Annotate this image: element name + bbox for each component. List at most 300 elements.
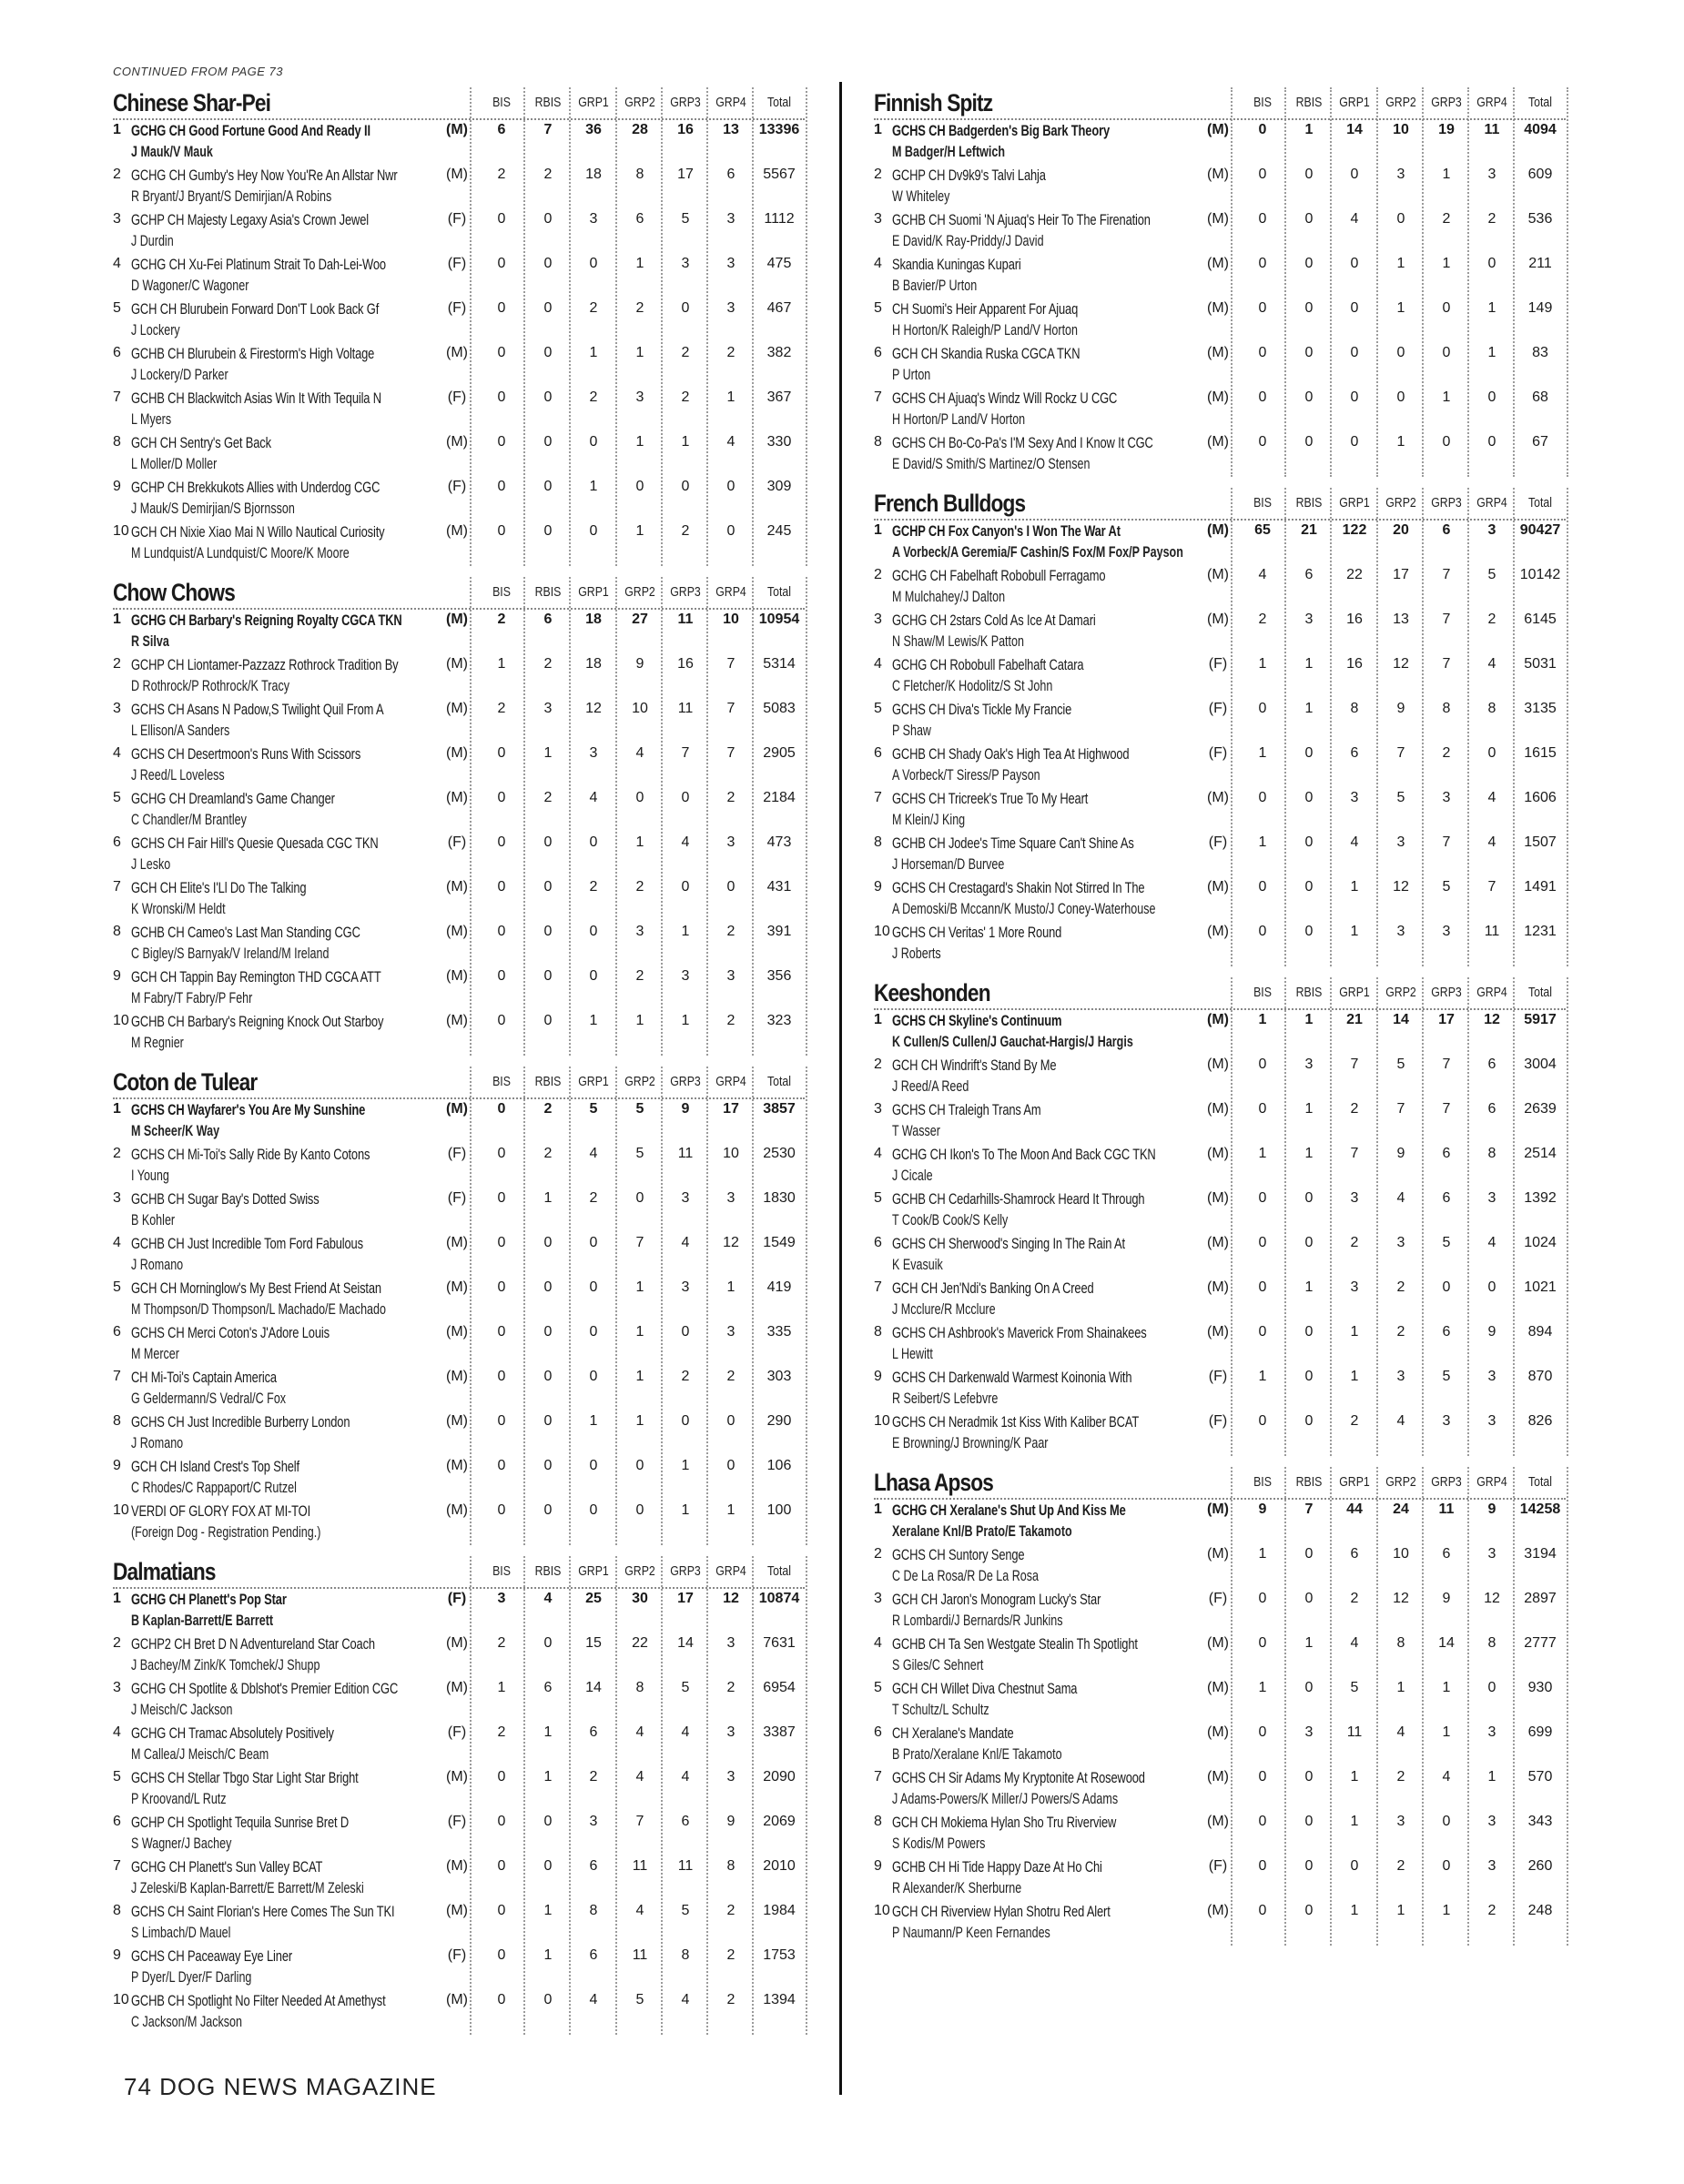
column-header: GRP1	[578, 584, 609, 600]
stat-cell: 309	[766, 479, 792, 494]
column-header: GRP2	[624, 1563, 655, 1579]
stat-cell: 4	[681, 834, 690, 850]
stat-cell: 3	[1442, 790, 1451, 805]
sex-cell: (M)	[1207, 1680, 1229, 1695]
dog-name: GCH CH Skandia Ruska CGCA TKN	[892, 345, 1080, 362]
stat-cell: 1	[1304, 1635, 1314, 1651]
stat-cell: 5	[1442, 879, 1451, 895]
ranking-row	[113, 298, 805, 343]
stat-cell: 9	[1258, 1502, 1267, 1517]
stat-cell: 7	[681, 745, 690, 761]
ranking-row	[874, 432, 1566, 477]
stat-cell: 1	[543, 1903, 553, 1918]
rank-number: 3	[874, 612, 882, 627]
stat-cell: 6	[543, 612, 553, 627]
sex-cell: (F)	[1208, 1413, 1228, 1429]
stat-cell: 1549	[763, 1235, 796, 1250]
stat-cell: 8	[589, 1903, 598, 1918]
stat-cell: 122	[1342, 522, 1367, 538]
stat-cell: 2514	[1524, 1146, 1557, 1161]
ranking-row	[113, 1589, 805, 1633]
dog-name: Skandia Kuningas Kupari	[892, 256, 1021, 273]
stat-cell: 5031	[1524, 656, 1557, 672]
dog-name: GCH CH Sentry's Get Back	[131, 434, 271, 451]
stat-cell: 2	[497, 612, 506, 627]
stat-cell: 0	[1304, 879, 1314, 895]
ranking-row	[113, 209, 805, 254]
stat-cell: 0	[1258, 1190, 1267, 1206]
rank-number: 1	[874, 522, 882, 538]
stat-cell: 4	[1487, 656, 1496, 672]
ranking-row	[874, 1589, 1566, 1633]
stat-cell: 2	[497, 701, 506, 716]
stat-cell: 8	[635, 1680, 644, 1695]
stat-cell: 5	[1487, 567, 1496, 582]
owner-names: A Vorbeck/A Geremia/F Cashin/S Fox/M Fox/P Payson	[892, 544, 1183, 561]
rank-number: 2	[113, 656, 121, 672]
dog-name: GCHP CH Brekkukots Allies with Underdog CGC	[131, 479, 380, 496]
stat-cell: 0	[497, 1235, 506, 1250]
stat-cell: 4	[1396, 1413, 1405, 1429]
owner-names: J Romano	[131, 1257, 184, 1273]
sex-cell: (F)	[1208, 745, 1228, 761]
stat-cell: 6954	[763, 1680, 796, 1695]
rank-number: 4	[874, 1146, 882, 1161]
stat-cell: 0	[1487, 389, 1496, 405]
stat-cell: 0	[1258, 1591, 1267, 1606]
sex-cell: (M)	[1207, 122, 1229, 137]
stat-cell: 2	[589, 300, 598, 316]
stat-cell: 0	[1304, 834, 1314, 850]
stat-cell: 0	[681, 479, 690, 494]
sex-cell: (F)	[447, 479, 467, 494]
stat-cell: 0	[1258, 300, 1267, 316]
sex-cell: (M)	[1207, 1903, 1229, 1918]
stat-cell: 2	[589, 1769, 598, 1785]
stat-cell: 3	[726, 300, 735, 316]
dog-name: GCHB CH Cameo's Last Man Standing CGC	[131, 924, 360, 941]
stat-cell: 1	[589, 345, 598, 360]
stat-cell: 16	[1346, 656, 1363, 672]
stat-cell: 149	[1527, 300, 1553, 316]
stat-cell: 7	[1350, 1057, 1359, 1072]
owner-names: W Whiteley	[892, 188, 950, 205]
stat-cell: 1	[635, 834, 644, 850]
owner-names: J Mauk/V Mauk	[131, 144, 213, 160]
stat-cell: 0	[1304, 1324, 1314, 1340]
column-header: BIS	[1253, 985, 1272, 1000]
stat-cell: 9	[726, 1814, 735, 1829]
stat-cell: 2	[1350, 1101, 1359, 1117]
dog-name: GCHB CH Just Incredible Tom Ford Fabulous	[131, 1235, 363, 1252]
sex-cell: (M)	[1207, 790, 1229, 805]
stat-cell: 0	[1258, 1235, 1267, 1250]
stat-cell: 3	[589, 1814, 598, 1829]
stat-cell: 2	[635, 879, 644, 895]
owner-names: H Horton/P Land/V Horton	[892, 411, 1026, 428]
sex-cell: (M)	[1207, 434, 1229, 450]
owner-names: C Jackson/M Jackson	[131, 2014, 242, 2030]
stat-cell: 36	[585, 122, 602, 137]
dog-name: GCHS CH Diva's Tickle My Francie	[892, 701, 1072, 718]
stat-cell: 0	[497, 434, 506, 450]
sex-cell: (M)	[1207, 1190, 1229, 1206]
stat-cell: 1	[543, 1769, 553, 1785]
breed-section	[874, 87, 1566, 477]
stat-cell: 2639	[1524, 1101, 1557, 1117]
dog-name: GCH CH Mokiema Hylan Sho Tru Riverview	[892, 1814, 1117, 1831]
stat-cell: 6	[1442, 1190, 1451, 1206]
column-header: BIS	[492, 1563, 511, 1579]
rank-number: 4	[113, 1235, 121, 1250]
stat-cell: 0	[1304, 745, 1314, 761]
stat-cell: 2069	[763, 1814, 796, 1829]
owner-names: R Seibert/S Lefebvre	[892, 1390, 999, 1407]
owner-names: C De La Rosa/R De La Rosa	[892, 1568, 1040, 1584]
rank-number: 10	[113, 523, 129, 539]
stat-cell: 7	[1396, 745, 1405, 761]
stat-cell: 14	[585, 1680, 602, 1695]
sex-cell: (M)	[1207, 345, 1229, 360]
rank-number: 10	[113, 1992, 129, 2007]
stat-cell: 11	[632, 1947, 648, 1963]
sex-cell: (M)	[446, 745, 468, 761]
stat-cell: 12	[1393, 1591, 1409, 1606]
stat-cell: 0	[543, 1502, 553, 1518]
stat-cell: 0	[543, 879, 553, 895]
ranking-row	[113, 1767, 805, 1812]
stat-cell: 14	[1438, 1635, 1455, 1651]
stat-cell: 5	[1442, 1235, 1451, 1250]
sex-cell: (F)	[447, 256, 467, 271]
owner-names: R Bryant/J Bryant/S Demirjian/A Robins	[131, 188, 332, 205]
stat-cell: 0	[1258, 1413, 1267, 1429]
stat-cell: 14	[1346, 122, 1363, 137]
ranking-row	[874, 788, 1566, 833]
rank-number: 5	[113, 1279, 121, 1295]
stat-cell: 0	[1258, 1858, 1267, 1874]
stat-cell: 7631	[763, 1635, 796, 1651]
stat-cell: 0	[497, 1458, 506, 1473]
stat-cell: 1021	[1524, 1279, 1557, 1295]
stat-cell: 0	[543, 434, 553, 450]
sex-cell: (M)	[1207, 612, 1229, 627]
stat-cell: 0	[1258, 1814, 1267, 1829]
owner-names: J Horseman/D Burvee	[892, 856, 1005, 873]
stat-cell: 6	[1304, 567, 1314, 582]
stat-cell: 5	[681, 1903, 690, 1918]
rank-number: 1	[874, 1502, 882, 1517]
stat-cell: 335	[766, 1324, 792, 1340]
dog-name: GCHG CH Planett's Pop Star	[131, 1591, 287, 1608]
stat-cell: 0	[1487, 1279, 1496, 1295]
rank-number: 5	[113, 790, 121, 805]
column-header: GRP3	[1431, 1474, 1462, 1490]
stat-cell: 2	[543, 790, 553, 805]
stat-cell: 4	[635, 1903, 644, 1918]
column-header: GRP4	[1476, 95, 1507, 110]
column-header: GRP4	[715, 1563, 746, 1579]
stat-cell: 9	[1396, 1146, 1405, 1161]
ranking-row	[874, 922, 1566, 966]
sex-cell: (M)	[446, 1101, 468, 1117]
stat-cell: 0	[1396, 389, 1405, 405]
breed-section	[874, 977, 1566, 1456]
stat-cell: 11	[1484, 924, 1500, 939]
stat-cell: 10	[1393, 122, 1409, 137]
ranking-row	[113, 922, 805, 966]
stat-cell: 0	[1487, 1680, 1496, 1695]
stat-cell: 4	[589, 1146, 598, 1161]
stat-cell: 3	[1487, 1858, 1496, 1874]
column-header: GRP2	[1385, 495, 1416, 511]
stat-cell: 2	[681, 345, 690, 360]
rank-number: 6	[874, 745, 882, 761]
stat-cell: 0	[589, 834, 598, 850]
stat-cell: 17	[1393, 567, 1409, 582]
sex-cell: (M)	[1207, 300, 1229, 316]
stat-cell: 0	[589, 523, 598, 539]
dog-name: GCHS CH Bo-Co-Pa's I'M Sexy And I Know It CGC	[892, 434, 1153, 451]
owner-names: P Naumann/P Keen Fernandes	[892, 1925, 1050, 1941]
breed-section	[113, 1067, 805, 1545]
stat-cell: 0	[497, 1369, 506, 1384]
ranking-row	[874, 565, 1566, 610]
stat-cell: 0	[543, 300, 553, 316]
dog-name: GCHS CH Veritas' 1 More Round	[892, 924, 1062, 941]
stat-cell: 2	[726, 345, 735, 360]
stat-cell: 8	[1442, 701, 1451, 716]
dog-name: GCHB CH Jodee's Time Square Can't Shine As	[892, 834, 1134, 852]
sex-cell: (M)	[1207, 1235, 1229, 1250]
stat-cell: 3	[1396, 167, 1405, 182]
stat-cell: 2	[726, 1947, 735, 1963]
stat-cell: 4	[726, 434, 735, 450]
dog-name: GCHG CH Xu-Fei Platinum Strait To Dah-Lei-Woo	[131, 256, 386, 273]
ranking-row	[113, 1411, 805, 1456]
stat-cell: 330	[766, 434, 792, 450]
stat-cell: 6	[589, 1858, 598, 1874]
column-header: RBIS	[534, 1563, 562, 1579]
sex-cell: (F)	[1208, 1858, 1228, 1874]
stat-cell: 2	[1487, 612, 1496, 627]
continued-note: CONTINUED FROM PAGE 73	[113, 65, 284, 78]
stat-cell: 7	[1442, 612, 1451, 627]
stat-cell: 0	[497, 834, 506, 850]
stat-cell: 3	[681, 1190, 690, 1206]
sex-cell: (M)	[446, 1858, 468, 1874]
stat-cell: 9	[1396, 701, 1405, 716]
rank-number: 4	[113, 256, 121, 271]
dog-name: GCHS CH Desertmoon's Runs With Scissors	[131, 745, 361, 763]
rank-number: 10	[113, 1502, 129, 1518]
sex-cell: (M)	[1207, 1279, 1229, 1295]
dog-name: GCHB CH Blurubein & Firestorm's High Voltage	[131, 345, 375, 362]
stat-cell: 2	[726, 924, 735, 939]
stat-cell: 0	[1304, 1413, 1314, 1429]
stat-cell: 2905	[763, 745, 796, 761]
owner-names: M Mulchahey/J Dalton	[892, 589, 1006, 605]
stat-cell: 2	[1487, 211, 1496, 227]
column-header: RBIS	[534, 95, 562, 110]
stat-cell: 10	[723, 612, 739, 627]
ranking-row	[113, 1011, 805, 1056]
dog-name: GCHB CH Barbary's Reigning Knock Out Starboy	[131, 1013, 384, 1030]
owner-names: M Badger/H Leftwich	[892, 144, 1006, 160]
dog-name: GCHB CH Hi Tide Happy Daze At Ho Chi	[892, 1858, 1102, 1876]
stat-cell: 1	[543, 1190, 553, 1206]
stat-cell: 0	[543, 1413, 553, 1429]
stat-cell: 65	[1254, 522, 1271, 538]
stat-cell: 8	[1350, 701, 1359, 716]
stat-cell: 19	[1438, 122, 1455, 137]
stat-cell: 0	[1258, 1769, 1267, 1785]
column-header: Total	[1528, 495, 1552, 511]
stat-cell: 0	[1487, 256, 1496, 271]
stat-cell: 1024	[1524, 1235, 1557, 1250]
owner-names: D Wagoner/C Wagoner	[131, 278, 249, 294]
owner-names: C Fletcher/K Hodolitz/S St John	[892, 678, 1053, 694]
stat-cell: 0	[497, 1101, 506, 1117]
stat-cell: 1	[726, 389, 735, 405]
owner-names: L Moller/D Moller	[131, 456, 218, 472]
stat-cell: 18	[585, 656, 602, 672]
stat-cell: 67	[1532, 434, 1548, 450]
stat-cell: 5	[681, 211, 690, 227]
owner-names: A Vorbeck/T Siress/P Payson	[892, 767, 1040, 784]
stat-cell: 1	[543, 1724, 553, 1740]
sex-cell: (F)	[447, 1591, 467, 1606]
stat-cell: 3	[1396, 1814, 1405, 1829]
breed-title: French Bulldogs	[874, 490, 1026, 517]
stat-cell: 14	[677, 1635, 694, 1651]
rank-number: 9	[874, 1369, 882, 1384]
sex-cell: (F)	[447, 1146, 467, 1161]
stat-cell: 1394	[763, 1992, 796, 2007]
ranking-row	[113, 1501, 805, 1545]
sex-cell: (M)	[446, 790, 468, 805]
rank-number: 1	[113, 1591, 121, 1606]
column-header: GRP3	[670, 95, 701, 110]
stat-cell: 0	[1350, 300, 1359, 316]
sex-cell: (M)	[1207, 256, 1229, 271]
rank-number: 2	[874, 567, 882, 582]
column-header: BIS	[492, 584, 511, 600]
stat-cell: 6	[1350, 745, 1359, 761]
column-header: BIS	[492, 1074, 511, 1089]
stat-cell: 2	[1396, 1324, 1405, 1340]
ranking-row	[113, 120, 805, 165]
stat-cell: 5	[1396, 790, 1405, 805]
rank-number: 9	[113, 1458, 121, 1473]
stat-cell: 3194	[1524, 1546, 1557, 1562]
column-header: RBIS	[1295, 495, 1323, 511]
stat-cell: 1	[726, 1279, 735, 1295]
rank-number: 2	[113, 1635, 121, 1651]
stat-cell: 6	[1487, 1101, 1496, 1117]
owner-names: M Mercer	[131, 1346, 179, 1362]
stat-cell: 5	[1350, 1680, 1359, 1695]
sex-cell: (M)	[1207, 1502, 1229, 1517]
rank-number: 3	[874, 1101, 882, 1117]
stat-cell: 8	[681, 1947, 690, 1963]
stat-cell: 1	[1304, 656, 1314, 672]
owner-names: B Kaplan-Barrett/E Barrett	[131, 1613, 274, 1629]
dog-name: GCHS CH Ashbrook's Maverick From Shainakees	[892, 1324, 1147, 1341]
sex-cell: (M)	[446, 345, 468, 360]
dog-name: GCHS CH Skyline's Continuum	[892, 1012, 1062, 1029]
column-header: GRP3	[670, 584, 701, 600]
stat-cell: 3	[1487, 522, 1496, 538]
stat-cell: 10954	[758, 612, 800, 627]
stat-cell: 3	[1487, 1413, 1496, 1429]
dog-name: GCHP2 CH Bret D N Adventureland Star Coach	[131, 1635, 375, 1653]
sex-cell: (M)	[1207, 924, 1229, 939]
dog-name: GCH CH Nixie Xiao Mai N Willo Nautical Curiosity	[131, 523, 385, 541]
ranking-row	[113, 1278, 805, 1322]
stat-cell: 1	[681, 1502, 690, 1518]
stat-cell: 0	[589, 924, 598, 939]
stat-cell: 0	[497, 1146, 506, 1161]
dog-name: GCHP CH Fox Canyon's I Won The War At	[892, 522, 1121, 540]
stat-cell: 7	[1350, 1146, 1359, 1161]
stat-cell: 1606	[1524, 790, 1557, 805]
ranking-row	[113, 1901, 805, 1946]
stat-cell: 419	[766, 1279, 792, 1295]
owner-names: J Lockery/D Parker	[131, 367, 228, 383]
stat-cell: 1	[1487, 345, 1496, 360]
stat-cell: 1	[1442, 167, 1451, 182]
rank-number: 10	[874, 1413, 890, 1429]
dog-name: GCHS CH Tricreek's True To My Heart	[892, 790, 1089, 807]
stat-cell: 7	[726, 701, 735, 716]
stat-cell: 0	[726, 1413, 735, 1429]
stat-cell: 4	[1442, 1769, 1451, 1785]
stat-cell: 3	[1487, 1724, 1496, 1740]
dog-name: GCH CH Windrift's Stand By Me	[892, 1057, 1057, 1074]
stat-cell: 16	[677, 122, 694, 137]
stat-cell: 0	[726, 1458, 735, 1473]
dog-name: GCHS CH Just Incredible Burberry London	[131, 1413, 350, 1431]
owner-names: G Geldermann/S Vedral/C Fox	[131, 1390, 287, 1407]
stat-cell: 0	[497, 389, 506, 405]
stat-cell: 0	[589, 1279, 598, 1295]
stat-cell: 3	[1350, 1279, 1359, 1295]
stat-cell: 0	[1304, 1680, 1314, 1695]
sex-cell: (F)	[1208, 834, 1228, 850]
stat-cell: 1	[1258, 745, 1267, 761]
page-footer: 74 DOG NEWS MAGAZINE	[124, 2073, 437, 2100]
stat-cell: 2	[635, 968, 644, 984]
dog-name: GCHS CH Stellar Tbgo Star Light Star Bright	[131, 1769, 359, 1786]
stat-cell: 90427	[1519, 522, 1561, 538]
ranking-row	[113, 1233, 805, 1278]
sex-cell: (M)	[446, 1235, 468, 1250]
ranking-row	[874, 1099, 1566, 1144]
rank-number: 8	[113, 924, 121, 939]
stat-cell: 0	[497, 1903, 506, 1918]
stat-cell: 245	[766, 523, 792, 539]
column-header: GRP3	[1431, 985, 1462, 1000]
stat-cell: 290	[766, 1413, 792, 1429]
ranking-row	[113, 1812, 805, 1856]
owner-names: R Silva	[131, 633, 169, 650]
rank-number: 2	[113, 1146, 121, 1161]
dog-name: GCHS CH Mi-Toi's Sally Ride By Kanto Cotons	[131, 1146, 370, 1163]
column-header: GRP4	[715, 584, 746, 600]
stat-cell: 6	[726, 167, 735, 182]
stat-cell: 7	[726, 745, 735, 761]
